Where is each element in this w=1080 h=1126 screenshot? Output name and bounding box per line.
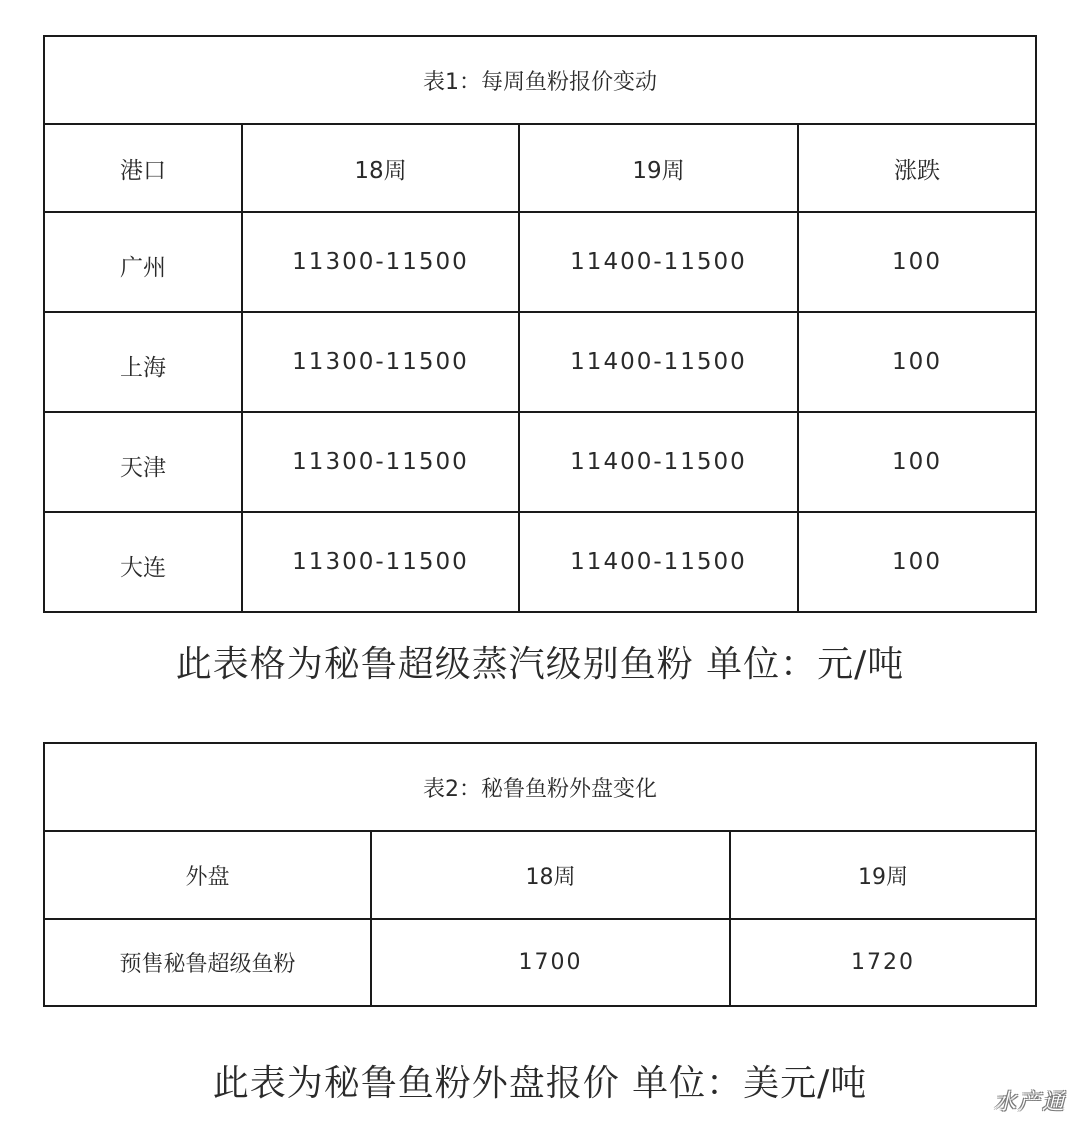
week19-price-cell: 11400-11500 <box>519 312 798 412</box>
week19-price-cell: 11400-11500 <box>519 412 798 512</box>
port-cell: 上海 <box>44 312 242 412</box>
table-title: 表2：秘鲁鱼粉外盘变化 <box>44 743 1036 831</box>
product-cell: 预售秘鲁超级鱼粉 <box>44 919 371 1006</box>
peru-fishmeal-offer-table <box>43 742 1037 1007</box>
week18-price-cell: 11300-11500 <box>242 212 519 312</box>
table1-caption: 此表格为秘鲁超级蒸汽级别鱼粉 单位：元/吨 <box>175 644 905 685</box>
change-cell: 100 <box>798 212 1036 312</box>
weekly-fishmeal-price-table <box>43 35 1037 613</box>
watermark-logo: 水产通 <box>993 1090 1066 1115</box>
week18-price-cell: 11300-11500 <box>242 512 519 612</box>
table-row <box>44 212 1036 312</box>
column-header-port: 港口 <box>44 124 242 212</box>
week19-price-cell: 11400-11500 <box>519 512 798 612</box>
port-cell: 大连 <box>44 512 242 612</box>
week18-price-cell: 1700 <box>371 919 730 1006</box>
table-row <box>44 312 1036 412</box>
week19-price-cell: 1720 <box>730 919 1036 1006</box>
week19-price-cell: 11400-11500 <box>519 212 798 312</box>
table-row <box>44 512 1036 612</box>
column-header-week18: 18周 <box>371 831 730 919</box>
port-cell: 广州 <box>44 212 242 312</box>
table-row <box>44 919 1036 1006</box>
column-header-offer: 外盘 <box>44 831 371 919</box>
week18-price-cell: 11300-11500 <box>242 312 519 412</box>
column-header-week18: 18周 <box>242 124 519 212</box>
column-header-change: 涨跌 <box>798 124 1036 212</box>
table-title: 表1：每周鱼粉报价变动 <box>44 36 1036 124</box>
week18-price-cell: 11300-11500 <box>242 412 519 512</box>
change-cell: 100 <box>798 512 1036 612</box>
column-header-week19: 19周 <box>519 124 798 212</box>
table-row <box>44 412 1036 512</box>
column-header-week19: 19周 <box>730 831 1036 919</box>
change-cell: 100 <box>798 312 1036 412</box>
table2-caption: 此表为秘鲁鱼粉外盘报价 单位：美元/吨 <box>212 1063 868 1104</box>
port-cell: 天津 <box>44 412 242 512</box>
change-cell: 100 <box>798 412 1036 512</box>
